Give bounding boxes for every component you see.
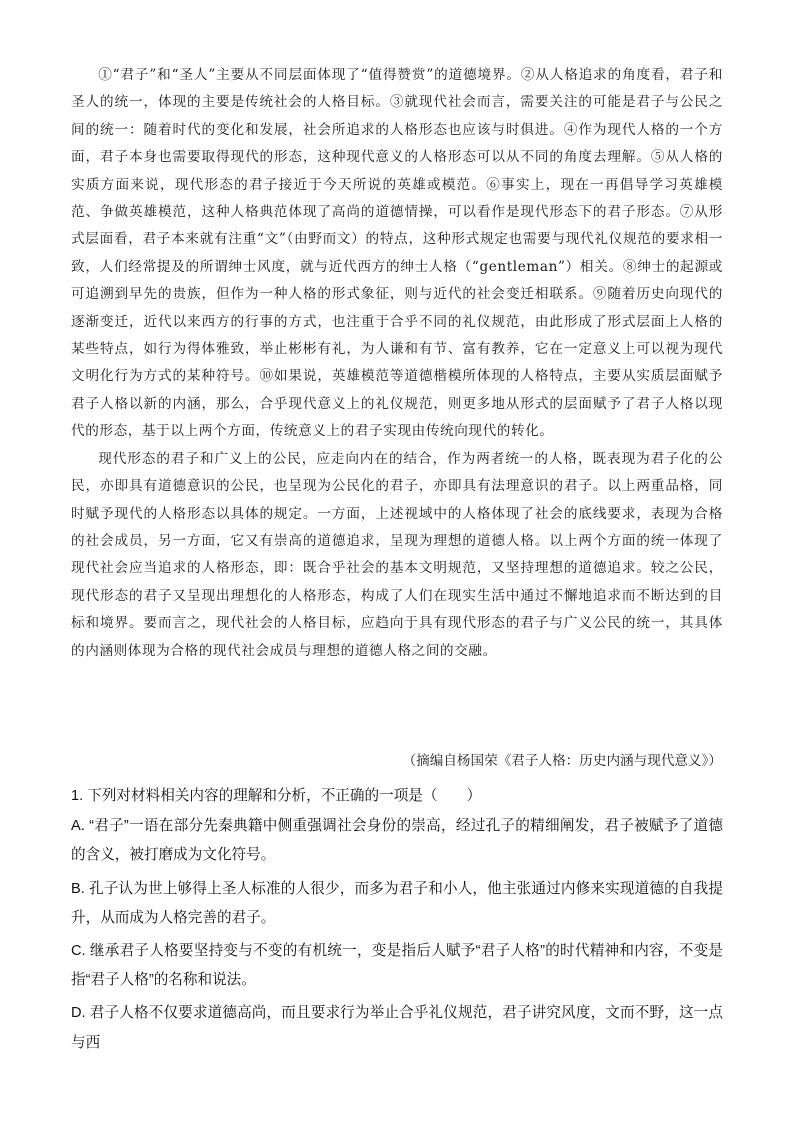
option-b: B. 孔子认为世上够得上圣人标准的人很少，而多为君子和小人，他主张通过内修来实现道德的自我提升，从而成为人格完善的君子。	[71, 880, 723, 926]
question-stem: 1. 下列对材料相关内容的理解和分析，不正确的一项是（ ）	[71, 788, 482, 804]
option-c: C. 继承君子人格要坚持变与不变的有机统一，变是指后人赋予“君子人格”的时代精神和内容，不变是指“君子人格”的名称和说法。	[71, 943, 723, 989]
reading-passage	[71, 62, 723, 665]
question-1	[71, 782, 723, 1062]
option-a: A. “君子”一语在部分先秦典籍中侧重强调社会身份的崇高，经过孔子的精细阐发，君子被赋予了道德的含义，被打磨成为文化符号。	[71, 818, 723, 864]
option-d: D. 君子人格不仅要求道德高尚，而且要求行为举止合乎礼仪规范，君子讲究风度，文而不野，这一点与西	[71, 1005, 723, 1051]
passage-paragraph-1: ①“君子”和“圣人”主要从不同层面体现了“值得赞赏”的道德境界。②从人格追求的角度看，君子和圣人的统一，体现的主要是传统社会的人格目标。③就现代社会而言，需要关注的可能是君子与公民之间的统一：随着时代的变化和发展，社会所追求的人格形态也应该与时俱进。④作为现代人格的一个方面，君子本身也需要取得现代的形态，这种现代意义的人格形态可以从不同的角度去理解。⑤从人格的实质方面来说，现代形态的君子接近于今天所说的英雄或模范。⑥事实上，现在一再倡导学习英雄模范、争做英雄模范，这种人格典范体现了高尚的道德情操，可以看作是现代形态下的君子形态。⑦从形式层面看，君子本来就有注重“文”（由野而文）的特点，这种形式规定也需要与现代礼仪规范的要求相一致，人们经常提及的所谓绅士风度，就与近代西方的绅士人格（“gentleman”）相关。⑧绅士的起源或可追溯到早先的贵族，但作为一种人格的形式象征，则与近代的社会变迁相联系。⑨随着历史向现代的逐渐变迁，近代以来西方的行事的方式，也注重于合乎不同的礼仪规范，由此形成了形式层面上人格的某些特点，如行为得体雅致，举止彬彬有礼，为人谦和有节、富有教养，它在一定意义上可以视为现代文明化行为方式的某种符号。⑩如果说，英雄模范等道德楷模所体现的人格特点，主要从实质层面赋予君子人格以新的内涵，那么，合乎现代意义上的礼仪规范，则更多地从形式的层面赋予了君子人格以现代的形态，基于以上两个方面，传统意义上的君子实现由传统向现代的转化。	[71, 67, 723, 440]
passage-source: （摘编自杨国荣《君子人格：历史内涵与现代意义》）	[402, 753, 722, 769]
passage-paragraph-2: 现代形态的君子和广义上的公民，应走向内在的结合，作为两者统一的人格，既表现为君子化的公民，亦即具有道德意识的公民，也呈现为公民化的君子，亦即具有法理意识的君子。以上两重品格，同时赋予现代的人格形态以具体的规定。一方面，上述视域中的人格体现了社会的底线要求，表现为合格的社会成员，另一方面，它又有崇高的道德追求，呈现为理想的道德人格。以上两个方面的统一体现了现代社会应当追求的人格形态，即：既合乎社会的基本文明规范，又坚持理想的道德追求。较之公民，现代形态的君子又呈现出理想化的人格形态，构成了人们在现实生活中通过不懈地追求而不断达到的目标和境界。要而言之，现代社会的人格目标，应趋向于具有现代形态的君子与广义公民的统一，其具体的内涵则体现为合格的现代社会成员与理想的道德人格之间的交融。	[71, 450, 723, 659]
